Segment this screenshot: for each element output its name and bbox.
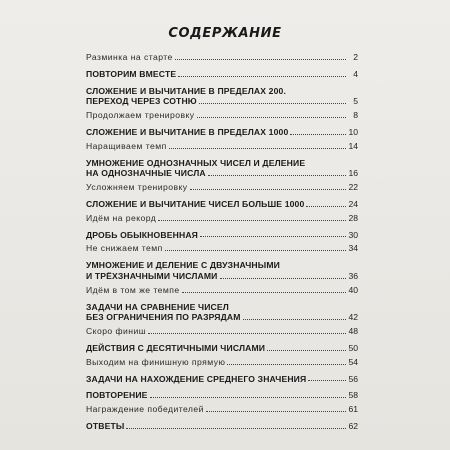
dot-leader [206, 411, 346, 412]
page-number: 2 [353, 52, 358, 62]
toc-entry [86, 404, 358, 415]
toc-entry-title: ПОВТОРИМ ВМЕСТЕ [86, 68, 177, 79]
toc-entry-title-line: УМНОЖЕНИЕ ОДНОЗНАЧНЫХ ЧИСЕЛ И ДЕЛЕНИЕ [86, 157, 306, 168]
toc-entry-title: ДРОБЬ ОБЫКНОВЕННАЯ [86, 229, 199, 240]
dot-leader [165, 250, 346, 251]
toc-entry-title: ОТВЕТЫ [86, 420, 125, 431]
toc-entry [86, 260, 358, 282]
page-number: 34 [348, 243, 358, 254]
toc-entry [86, 213, 358, 224]
toc-entry-title: Усложняем тренировку [86, 182, 188, 193]
page-number: 14 [348, 140, 358, 151]
toc-entry-title: И ТРЁХЗНАЧНЫМИ ЧИСЛАМИ [86, 270, 218, 281]
toc-entry-title: Идём в том же темпе [86, 284, 180, 295]
dot-leader [178, 76, 346, 77]
dot-leader [267, 350, 346, 351]
toc-entry-title: СЛОЖЕНИЕ И ВЫЧИТАНИЕ ЧИСЕЛ БОЛЬШЕ 1000 [86, 198, 305, 209]
page-number: 48 [348, 326, 358, 337]
dot-leader [190, 189, 346, 190]
toc-entry [86, 86, 358, 108]
dot-leader [158, 220, 346, 221]
page-number: 8 [353, 110, 358, 121]
toc-entry [86, 110, 358, 121]
toc-entry-title: ПОВТОРЕНИЕ [86, 390, 148, 401]
toc-entry [86, 421, 358, 432]
page-number: 62 [348, 420, 358, 431]
toc-entry-title: Награждение победителей [86, 404, 204, 415]
toc-entry [86, 343, 358, 354]
toc-entry [86, 141, 358, 152]
toc-entry [86, 357, 358, 368]
toc-entry-title: ЗАДАЧИ НА НАХОЖДЕНИЕ СРЕДНЕГО ЗНАЧЕНИЯ [86, 373, 307, 384]
toc-entry-title-line: СЛОЖЕНИЕ И ВЫЧИТАНИЕ В ПРЕДЕЛАХ 200. [86, 85, 286, 96]
toc-entry [86, 199, 358, 210]
toc-entry-title: Не снижаем темп [86, 243, 163, 254]
toc-entry [86, 243, 358, 254]
toc-entry [86, 52, 358, 63]
dot-leader [227, 364, 346, 365]
toc-entry [86, 230, 358, 241]
dot-leader [169, 148, 346, 149]
toc-entry-title: ДЕЙСТВИЯ С ДЕСЯТИЧНЫМИ ЧИСЛАМИ [86, 342, 266, 353]
toc-entry-title: СЛОЖЕНИЕ И ВЫЧИТАНИЕ В ПРЕДЕЛАХ 1000 [86, 126, 289, 137]
dot-leader [306, 206, 346, 207]
toc-entry [86, 69, 358, 80]
toc-entry [86, 302, 358, 324]
toc-entry-title: Продолжаем тренировку [86, 110, 195, 121]
toc-entry [86, 158, 358, 180]
page-number: 24 [348, 198, 358, 209]
toc-entry-title: Скоро финиш [86, 326, 147, 337]
toc-entry-title: Идём на рекорд [86, 212, 157, 223]
dot-leader [182, 292, 346, 293]
dot-leader [197, 117, 346, 118]
toc-entry [86, 326, 358, 337]
toc-entry [86, 127, 358, 138]
page-number: 58 [348, 390, 358, 401]
dot-leader [220, 278, 346, 279]
page-number: 10 [348, 126, 358, 137]
toc-entry [86, 374, 358, 385]
page-title: СОДЕРЖАНИЕ [168, 26, 282, 41]
page-number: 30 [348, 229, 358, 240]
page-number: 50 [348, 342, 358, 353]
page-number: 16 [348, 168, 358, 179]
dot-leader [175, 59, 346, 60]
toc-entry-title: НА ОДНОЗНАЧНЫЕ ЧИСЛА [86, 168, 206, 179]
dot-leader [200, 236, 346, 237]
page-number: 56 [348, 373, 358, 384]
page-number: 61 [348, 404, 358, 415]
dot-leader [243, 319, 346, 320]
dot-leader [199, 103, 346, 104]
toc-entry-title: Разминка на старте [86, 52, 173, 62]
toc-entry-title-line: ЗАДАЧИ НА СРАВНЕНИЕ ЧИСЕЛ [86, 301, 229, 312]
page-number: 40 [348, 284, 358, 295]
page-number: 28 [348, 212, 358, 223]
dot-leader [308, 380, 346, 381]
toc-entry-title-line: УМНОЖЕНИЕ И ДЕЛЕНИЕ С ДВУЗНАЧНЫМИ [86, 260, 280, 271]
toc-entry-title: БЕЗ ОГРАНИЧЕНИЯ ПО РАЗРЯДАМ [86, 312, 241, 323]
page-number: 42 [348, 312, 358, 323]
page-number: 54 [348, 356, 358, 367]
page-number: 4 [353, 68, 358, 79]
page-number: 36 [348, 270, 358, 281]
page-number: 22 [348, 182, 358, 193]
toc-entry-title: Наращиваем темп [86, 140, 167, 151]
toc-entry [86, 285, 358, 296]
toc-entry [86, 182, 358, 193]
page-number: 5 [353, 96, 358, 107]
dot-leader [150, 397, 346, 398]
table-of-contents [86, 52, 358, 432]
dot-leader [208, 175, 346, 176]
toc-entry [86, 390, 358, 401]
dot-leader [290, 134, 346, 135]
dot-leader [126, 428, 346, 429]
toc-entry-title: Выходим на финишную прямую [86, 356, 226, 367]
dot-leader [148, 333, 346, 334]
toc-entry-title: ПЕРЕХОД ЧЕРЕЗ СОТНЮ [86, 96, 197, 107]
